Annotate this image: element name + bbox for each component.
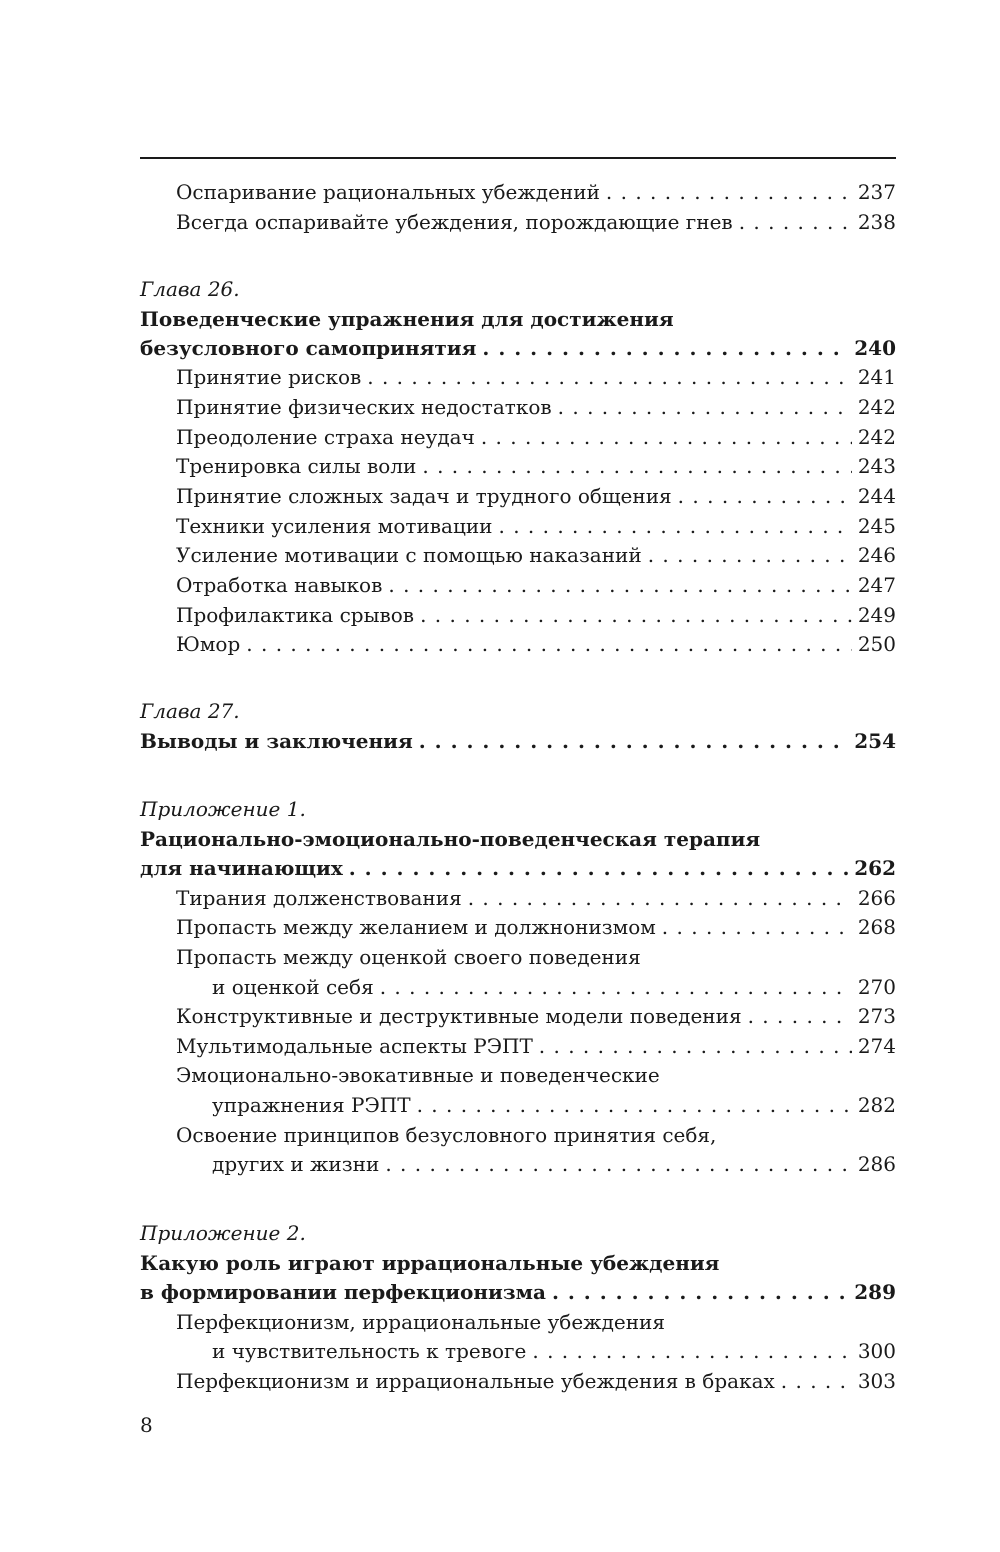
toc-entry-title: Пропасть между оценкой своего поведения [176, 945, 641, 969]
toc-entry [140, 942, 896, 972]
toc-entry [140, 1090, 896, 1120]
toc-entry-title: Тирания долженствования [176, 886, 462, 910]
toc-entry [140, 177, 896, 207]
toc-entry [140, 570, 896, 600]
page-number: 8 [140, 1413, 153, 1437]
toc-entry-page: 240 [854, 336, 896, 360]
toc-entry [140, 207, 896, 237]
toc-leader-dots [558, 392, 852, 422]
toc-entry-page: 266 [857, 886, 896, 910]
toc-entry [140, 304, 896, 334]
toc-leader-dots [748, 1001, 852, 1031]
toc-leader-dots [388, 570, 851, 600]
toc-leader-dots [246, 629, 852, 659]
toc-entry-page: 242 [857, 395, 896, 419]
toc-entry-title: Принятие рисков [176, 365, 362, 389]
toc-entry [140, 629, 896, 659]
toc-entry [140, 1366, 896, 1396]
toc-entry [140, 481, 896, 511]
toc-entry [140, 511, 896, 541]
toc-entry-page: 247 [857, 573, 896, 597]
toc-entry [140, 1060, 896, 1090]
toc-entry-page: 274 [857, 1034, 896, 1058]
toc-entry-title: и чувствительность к тревоге [212, 1339, 527, 1363]
toc-entry [140, 1120, 896, 1150]
toc-entry [140, 726, 896, 756]
toc-entry-title: упражнения РЭПТ [212, 1093, 411, 1117]
toc-entry [140, 333, 896, 363]
toc-leader-dots [380, 972, 852, 1002]
toc-entry-title: Какую роль играют иррациональные убеждения [140, 1251, 720, 1275]
toc-entry-title: Профилактика срывов [176, 603, 415, 627]
toc-entry [140, 600, 896, 630]
toc-entry [140, 451, 896, 481]
toc-leader-dots [678, 481, 852, 511]
toc-entry [140, 824, 896, 854]
toc-entry-title: Юмор [176, 632, 241, 656]
toc-entry-title: для начинающих [140, 856, 343, 880]
toc-leader-dots [606, 177, 852, 207]
toc-entry [140, 1277, 896, 1307]
toc-entry-page: 254 [854, 729, 896, 753]
toc-entry [140, 1336, 896, 1366]
header-rule [140, 157, 896, 159]
toc-entry [140, 972, 896, 1002]
toc-entry [140, 696, 896, 726]
toc-leader-dots [532, 1336, 851, 1366]
toc-entry-page: 300 [857, 1339, 896, 1363]
toc-entry-page: 243 [857, 454, 896, 478]
toc-entry-title: в формировании перфекционизма [140, 1280, 546, 1304]
toc-entry-title: Тренировка силы воли [176, 454, 417, 478]
toc-entry-title: Оспаривание рациональных убеждений [176, 180, 600, 204]
toc-entry [140, 392, 896, 422]
toc-leader-dots [385, 1149, 851, 1179]
toc-leader-dots [481, 422, 852, 452]
toc-entry-page: 262 [854, 856, 896, 880]
toc-entry-page: 282 [857, 1093, 896, 1117]
toc-entry [140, 853, 896, 883]
toc-entry-page: 246 [857, 543, 896, 567]
toc-entry-title: Освоение принципов безусловного принятия себя, [176, 1123, 717, 1147]
toc-entry-page: 250 [857, 632, 896, 656]
toc-entry [140, 1149, 896, 1179]
toc-leader-dots [648, 540, 852, 570]
toc-entry-title: Рационально-эмоционально-поведенческая терапия [140, 827, 761, 851]
toc-entry [140, 1218, 896, 1248]
toc-entry-page: 244 [857, 484, 896, 508]
toc-entry-page: 303 [857, 1369, 896, 1393]
toc-leader-dots [539, 1031, 852, 1061]
toc-entry-title: Эмоционально-эвокативные и поведенческие [176, 1063, 660, 1087]
toc-entry-title: безусловного самопринятия [140, 336, 477, 360]
toc-entry-title: Конструктивные и деструктивные модели поведения [176, 1004, 742, 1028]
toc-entry-page: 238 [857, 210, 896, 234]
toc-entry-page: 245 [857, 514, 896, 538]
toc-entry-page: 249 [857, 603, 896, 627]
toc-leader-dots [468, 883, 852, 913]
toc-entry-page: 289 [854, 1280, 896, 1304]
toc-entry-title: Приложение 2. [140, 1221, 306, 1245]
toc-entry-page: 270 [857, 975, 896, 999]
toc-entry-title: Принятие физических недостатков [176, 395, 552, 419]
toc-entry [140, 1307, 896, 1337]
toc-entry [140, 883, 896, 913]
toc-entry [140, 1031, 896, 1061]
toc-entry-title: Глава 26. [140, 277, 240, 301]
toc-leader-dots [422, 451, 851, 481]
toc-entry-title: Глава 27. [140, 699, 240, 723]
toc-entry-page: 286 [857, 1152, 896, 1176]
toc-leader-dots [781, 1366, 852, 1396]
toc-entry [140, 540, 896, 570]
toc-entry-title: Приложение 1. [140, 797, 306, 821]
toc-leader-dots [498, 511, 851, 541]
toc-entry [140, 274, 896, 304]
toc-leader-dots [552, 1277, 848, 1307]
toc-leader-dots [482, 333, 848, 363]
toc-leader-dots [420, 600, 852, 630]
toc-entry-title: Перфекционизм и иррациональные убеждения в браках [176, 1369, 775, 1393]
toc-entry-title: Техники усиления мотивации [176, 514, 493, 538]
toc-entry-title: Преодоление страха неудач [176, 425, 475, 449]
toc-entry-title: Принятие сложных задач и трудного общения [176, 484, 672, 508]
toc-entry-page: 241 [857, 365, 896, 389]
toc-entry-title: Всегда оспаривайте убеждения, порождающие гнев [176, 210, 733, 234]
toc-entry-page: 273 [857, 1004, 896, 1028]
toc-entry [140, 912, 896, 942]
toc-entry-title: Перфекционизм, иррациональные убеждения [176, 1310, 665, 1334]
toc-entry-title: Пропасть между желанием и должнонизмом [176, 915, 656, 939]
toc-entry-title: Мультимодальные аспекты РЭПТ [176, 1034, 533, 1058]
toc-entry-title: других и жизни [212, 1152, 380, 1176]
toc-entry-title: и оценкой себя [212, 975, 374, 999]
toc-entry [140, 794, 896, 824]
toc-leader-dots [662, 912, 852, 942]
toc-entry-page: 268 [857, 915, 896, 939]
toc-leader-dots [419, 726, 849, 756]
toc-leader-dots [739, 207, 852, 237]
toc-entry-page: 242 [857, 425, 896, 449]
toc-entry [140, 1001, 896, 1031]
toc-entry-page: 237 [857, 180, 896, 204]
toc-entry [140, 362, 896, 392]
toc-entry-title: Отработка навыков [176, 573, 383, 597]
toc-entry-title: Усиление мотивации с помощью наказаний [176, 543, 642, 567]
toc-leader-dots [367, 362, 852, 392]
toc-leader-dots [417, 1090, 852, 1120]
toc-entry-title: Выводы и заключения [140, 729, 413, 753]
toc-entry [140, 1248, 896, 1278]
toc-entry [140, 422, 896, 452]
toc-leader-dots [349, 853, 849, 883]
toc-entry-title: Поведенческие упражнения для достижения [140, 307, 674, 331]
